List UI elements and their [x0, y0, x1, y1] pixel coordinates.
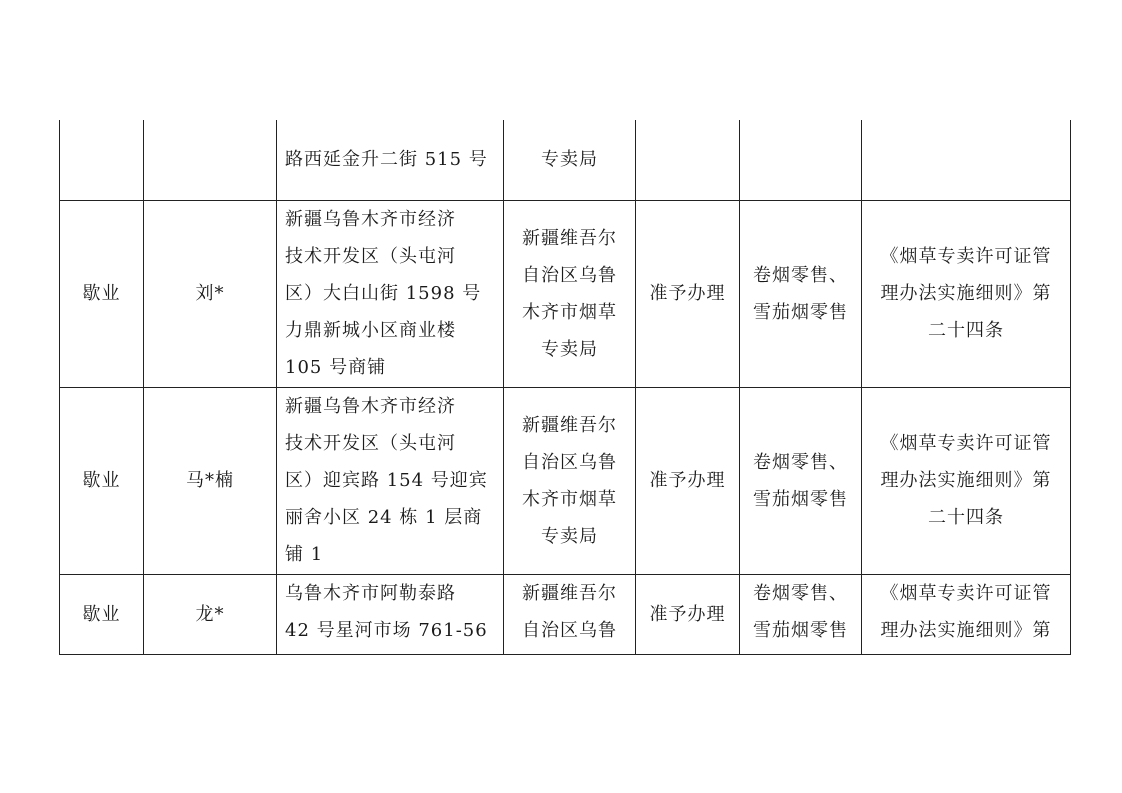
status-cell — [60, 120, 144, 200]
address-line: 乌鲁木齐市阿勒泰路 — [285, 582, 456, 604]
scope-line: 雪茄烟零售 — [753, 619, 848, 641]
address-line: 技术开发区（头屯河 — [285, 433, 456, 454]
scope-line: 卷烟零售、 — [753, 582, 848, 604]
address-cell — [277, 387, 504, 574]
status-cell: 歇业 — [60, 387, 144, 574]
name-cell — [144, 120, 277, 200]
authority-cell — [504, 574, 636, 654]
address-line: 路西延金升二街 515 号 — [285, 149, 488, 171]
address-line: 丽舍小区 24 栋 1 层商 — [285, 507, 483, 528]
address-cell — [277, 200, 504, 387]
authority-line: 新疆维吾尔 — [522, 414, 617, 436]
address-line: 力鼎新城小区商业楼 — [285, 320, 456, 341]
authority-cell — [504, 200, 636, 387]
address-line: 铺 1 — [285, 544, 324, 565]
scope-cell — [740, 387, 862, 574]
authority-line: 专卖局 — [541, 525, 598, 547]
authority-line: 自治区乌鲁 — [522, 619, 617, 641]
name-cell: 刘* — [144, 200, 277, 387]
decision-cell: 准予办理 — [636, 200, 740, 387]
basis-line: 《烟草专卖许可证管 — [880, 582, 1052, 604]
status-cell: 歇业 — [60, 574, 144, 654]
basis-line: 理办法实施细则》第 — [880, 283, 1052, 304]
scope-cell — [740, 574, 862, 654]
scope-line: 雪茄烟零售 — [753, 301, 848, 323]
address-line: 技术开发区（头屯河 — [285, 246, 456, 267]
table-row — [60, 200, 1071, 387]
basis-line: 《烟草专卖许可证管 — [880, 433, 1052, 454]
license-table — [59, 120, 1071, 655]
authority-line: 专卖局 — [541, 149, 598, 171]
basis-cell — [862, 574, 1071, 654]
authority-line: 木齐市烟草 — [522, 488, 617, 510]
basis-line: 二十四条 — [928, 507, 1004, 528]
scope-line: 卷烟零售、 — [753, 451, 848, 473]
basis-line: 《烟草专卖许可证管 — [880, 246, 1052, 267]
basis-line: 二十四条 — [928, 320, 1004, 341]
authority-cell — [504, 387, 636, 574]
address-line: 区）迎宾路 154 号迎宾 — [285, 470, 488, 491]
table-row — [60, 574, 1071, 654]
basis-line: 理办法实施细则》第 — [880, 470, 1052, 491]
authority-cell — [504, 120, 636, 200]
name-cell: 马*楠 — [144, 387, 277, 574]
basis-cell — [862, 387, 1071, 574]
address-line: 区）大白山街 1598 号 — [285, 283, 482, 304]
name-cell: 龙* — [144, 574, 277, 654]
decision-cell — [636, 120, 740, 200]
address-line: 新疆乌鲁木齐市经济 — [285, 209, 456, 230]
address-cell — [277, 574, 504, 654]
basis-cell — [862, 200, 1071, 387]
scope-cell — [740, 200, 862, 387]
address-line: 105 号商铺 — [285, 357, 387, 378]
table-row — [60, 120, 1071, 200]
address-line: 新疆乌鲁木齐市经济 — [285, 396, 456, 417]
basis-line: 理办法实施细则》第 — [880, 619, 1052, 641]
status-cell: 歇业 — [60, 200, 144, 387]
basis-cell — [862, 120, 1071, 200]
scope-line: 雪茄烟零售 — [753, 488, 848, 510]
authority-line: 自治区乌鲁 — [522, 264, 617, 286]
authority-line: 新疆维吾尔 — [522, 582, 617, 604]
authority-line: 新疆维吾尔 — [522, 227, 617, 249]
table-row — [60, 387, 1071, 574]
decision-cell: 准予办理 — [636, 574, 740, 654]
authority-line: 专卖局 — [541, 338, 598, 360]
scope-line: 卷烟零售、 — [753, 264, 848, 286]
address-cell — [277, 120, 504, 200]
scope-cell — [740, 120, 862, 200]
authority-line: 自治区乌鲁 — [522, 451, 617, 473]
decision-cell: 准予办理 — [636, 387, 740, 574]
authority-line: 木齐市烟草 — [522, 301, 617, 323]
address-line: 42 号星河市场 761-56 — [285, 619, 488, 641]
